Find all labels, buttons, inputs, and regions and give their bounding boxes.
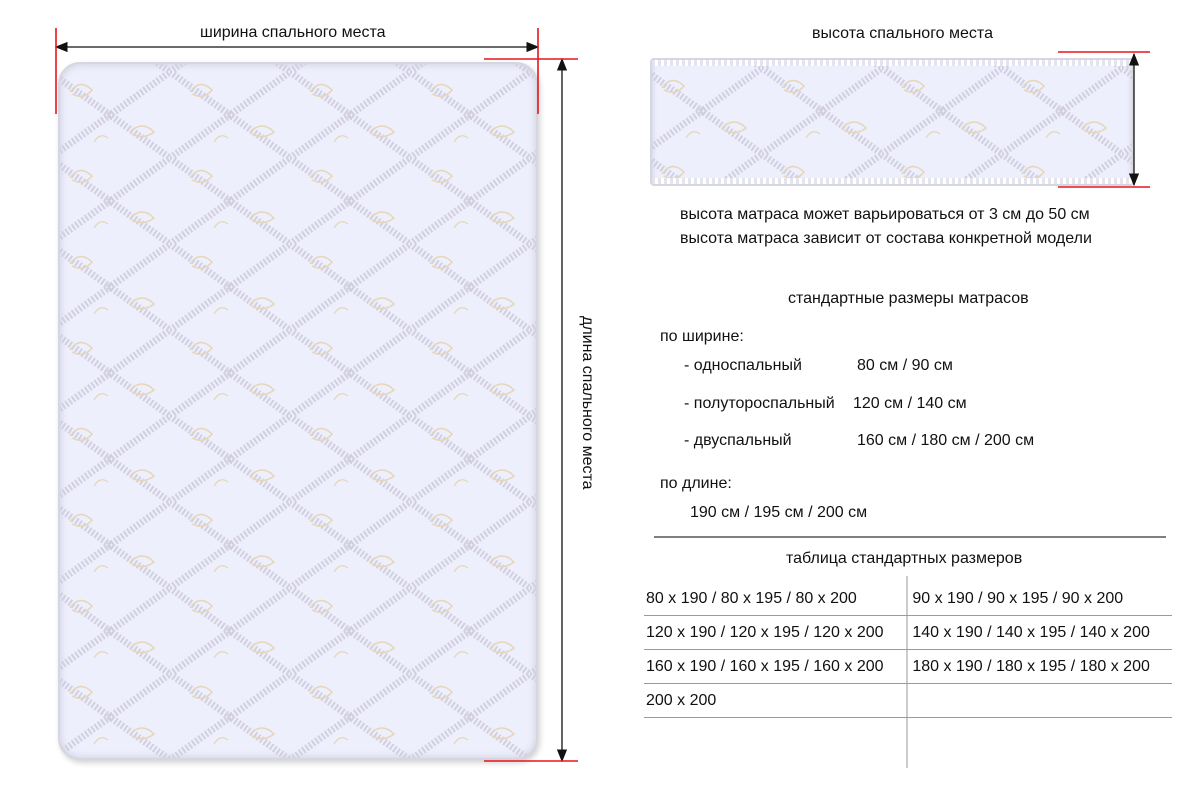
size-name-one-and-half: - полутороспальный [684, 395, 835, 412]
table-row [644, 616, 1172, 650]
table-cell [644, 718, 902, 752]
size-values-one-and-half: 120 см / 140 см [853, 395, 967, 412]
size-name-double: - двуспальный [684, 432, 792, 449]
note-height-depends: высота матраса зависит от состава конкретной модели [680, 230, 1092, 247]
note-height-range: высота матраса может варьироваться от 3 см до 50 см [680, 206, 1090, 223]
table-cell: 90 x 190 / 90 x 195 / 90 x 200 [912, 589, 1124, 607]
table-cell: 160 x 190 / 160 x 195 / 160 x 200 [646, 657, 884, 675]
table-cell: 200 x 200 [646, 691, 717, 709]
table-cell: 140 x 190 / 140 x 195 / 140 x 200 [912, 623, 1150, 641]
length-label: длина спального места [579, 316, 596, 490]
size-values-single: 80 см / 90 см [857, 357, 953, 374]
table-cell [902, 684, 1172, 718]
table-row [644, 684, 1172, 718]
table-cell: 180 x 190 / 180 x 195 / 180 x 200 [912, 657, 1150, 675]
by-width-heading: по ширине: [660, 328, 744, 345]
height-label: высота спального места [812, 25, 993, 42]
length-sizes: 190 см / 195 см / 200 см [690, 504, 868, 521]
width-label: ширина спального места [200, 24, 386, 41]
table-cell [902, 718, 1172, 752]
table-cell: 120 x 190 / 120 x 195 / 120 x 200 [646, 623, 884, 641]
table-title: таблица стандартных размеров [786, 550, 1023, 567]
table-row [644, 582, 1172, 616]
table-row [644, 650, 1172, 684]
table-cell: 80 x 190 / 80 x 195 / 80 x 200 [646, 589, 857, 607]
by-length-heading: по длине: [660, 475, 732, 492]
sizes-table [644, 582, 1172, 751]
table-row [644, 718, 1172, 752]
standard-sizes-title: стандартные размеры матрасов [788, 290, 1029, 307]
size-values-double: 160 см / 180 см / 200 см [857, 432, 1035, 449]
size-name-single: - односпальный [684, 357, 802, 374]
